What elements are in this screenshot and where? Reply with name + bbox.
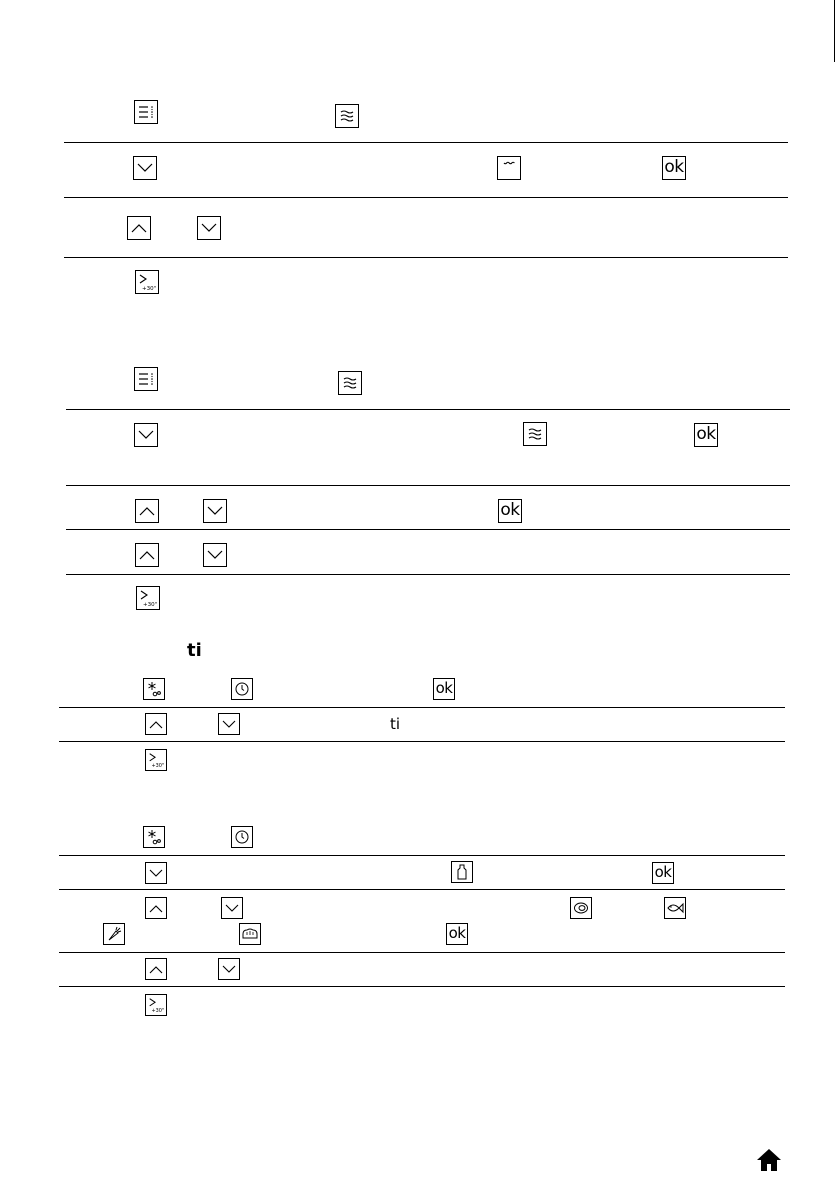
chevron-up-icon bbox=[135, 543, 159, 567]
menu-icon bbox=[134, 100, 158, 124]
chevron-down-icon bbox=[203, 499, 227, 523]
chevron-down-icon bbox=[134, 423, 158, 447]
ok-icon bbox=[652, 862, 674, 884]
ok-icon bbox=[446, 923, 468, 945]
bottle-icon bbox=[451, 861, 473, 883]
chevron-down-icon bbox=[145, 862, 167, 884]
ok-label: ok bbox=[448, 924, 466, 942]
chevron-up-icon bbox=[127, 216, 151, 240]
start-label: +30" bbox=[143, 602, 158, 608]
microwave-icon bbox=[335, 104, 359, 128]
clock-icon bbox=[231, 678, 253, 700]
home-icon[interactable] bbox=[756, 1148, 782, 1172]
divider bbox=[66, 485, 790, 486]
oven-icon bbox=[497, 156, 521, 180]
chevron-up-icon bbox=[145, 713, 167, 735]
divider bbox=[59, 986, 785, 987]
divider bbox=[59, 707, 785, 708]
carrot-icon bbox=[103, 923, 125, 945]
divider bbox=[59, 952, 785, 953]
divider bbox=[64, 197, 788, 198]
ok-icon bbox=[433, 678, 455, 700]
ligature-ti: ti bbox=[390, 715, 401, 733]
chevron-down-icon bbox=[197, 216, 221, 240]
chevron-down-icon bbox=[218, 713, 240, 735]
start-plus-30s-icon bbox=[145, 994, 167, 1016]
page-edge-marker bbox=[834, 0, 836, 62]
start-plus-30s-icon bbox=[136, 586, 160, 610]
chevron-down-icon bbox=[221, 897, 243, 919]
start-label: +30" bbox=[151, 763, 165, 769]
divider bbox=[59, 741, 785, 742]
ok-label: ok bbox=[696, 424, 716, 444]
menu-icon bbox=[134, 367, 158, 391]
divider bbox=[64, 142, 788, 143]
ok-label: ok bbox=[435, 679, 453, 697]
fish-icon bbox=[664, 897, 686, 919]
divider bbox=[64, 257, 788, 258]
chevron-down-icon bbox=[218, 958, 240, 980]
chevron-up-icon bbox=[145, 897, 167, 919]
start-plus-30s-icon bbox=[145, 749, 167, 771]
ok-label: ok bbox=[500, 500, 520, 520]
ok-icon bbox=[694, 423, 718, 447]
chevron-down-icon bbox=[133, 156, 157, 180]
chevron-up-icon bbox=[135, 499, 159, 523]
ligature-ti: ti bbox=[187, 640, 202, 661]
meat-icon bbox=[570, 897, 592, 919]
microwave-icon bbox=[523, 422, 547, 446]
chevron-up-icon bbox=[145, 958, 167, 980]
ok-label: ok bbox=[664, 157, 684, 177]
defrost-icon bbox=[143, 826, 165, 848]
divider bbox=[66, 574, 790, 575]
divider bbox=[59, 855, 785, 856]
divider bbox=[59, 889, 785, 890]
bread-icon bbox=[239, 923, 261, 945]
start-plus-30s-icon bbox=[135, 270, 159, 294]
microwave-icon bbox=[338, 371, 362, 395]
ok-icon bbox=[498, 499, 522, 523]
chevron-down-icon bbox=[203, 543, 227, 567]
clock-icon bbox=[231, 826, 253, 848]
ok-label: ok bbox=[654, 863, 672, 881]
divider bbox=[66, 409, 790, 410]
divider bbox=[66, 529, 790, 530]
defrost-icon bbox=[143, 678, 165, 700]
ok-icon bbox=[662, 156, 686, 180]
start-label: +30" bbox=[151, 1008, 165, 1014]
start-label: +30" bbox=[142, 286, 157, 292]
